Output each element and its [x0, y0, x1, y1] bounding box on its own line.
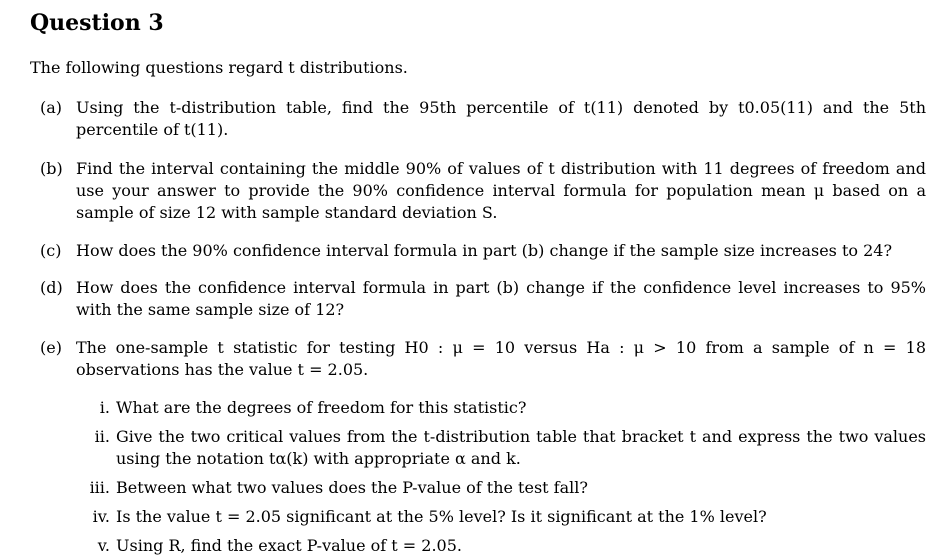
- part-d: [40, 277, 926, 321]
- subpart-i: [80, 397, 926, 419]
- part-label: (c): [40, 241, 62, 260]
- subpart-text: Give the two critical values from the t-distribution table that bracket t and express the two values using the notation tα(k) with appropriate α and k.: [116, 427, 926, 468]
- subpart-label: iv.: [92, 507, 110, 526]
- part-a: [40, 97, 926, 141]
- part-label: (e): [40, 338, 62, 357]
- subpart-label: v.: [97, 536, 110, 555]
- part-text: How does the 90% confidence interval formula in part (b) change if the sample size increases to 24?: [76, 241, 893, 260]
- part-c: [40, 240, 926, 262]
- question-title: Question 3: [30, 10, 164, 36]
- part-text: Using the t-distribution table, find the 95th percentile of t(11) denoted by t0.05(11) and the 5th percentile of t(11).: [76, 98, 926, 139]
- subpart-text: Using R, find the exact P-value of t = 2.05.: [116, 536, 462, 555]
- intro-text: The following questions regard t distributions.: [30, 58, 408, 77]
- subpart-label: iii.: [89, 478, 110, 497]
- part-b: [40, 158, 926, 224]
- subpart-label: i.: [99, 398, 110, 417]
- subpart-text: Between what two values does the P-value of the test fall?: [116, 478, 588, 497]
- part-text: How does the confidence interval formula in part (b) change if the confidence level increases to 95% with the same sample size of 12?: [76, 278, 926, 319]
- subpart-iv: [80, 506, 926, 528]
- part-label: (b): [40, 159, 63, 178]
- subpart-text: What are the degrees of freedom for this statistic?: [116, 398, 527, 417]
- part-text: Find the interval containing the middle 90% of values of t distribution with 11 degrees of freedom and use your answer to provide the 90% confidence interval formula for population mean μ based on a sample of size 12 with sample standard deviation S.: [76, 159, 926, 222]
- part-label: (d): [40, 278, 63, 297]
- part-label: (a): [40, 98, 63, 117]
- subpart-iii: [80, 477, 926, 499]
- part-text: The one-sample t statistic for testing H0 : μ = 10 versus Ha : μ > 10 from a sample of n = 18 observations has the value t = 2.05.: [76, 338, 926, 379]
- subpart-text: Is the value t = 2.05 significant at the 5% level? Is it significant at the 1% level?: [116, 507, 767, 526]
- subpart-ii: [80, 426, 926, 470]
- subpart-label: ii.: [94, 427, 110, 446]
- part-e: [40, 337, 926, 381]
- subpart-v: [80, 535, 926, 557]
